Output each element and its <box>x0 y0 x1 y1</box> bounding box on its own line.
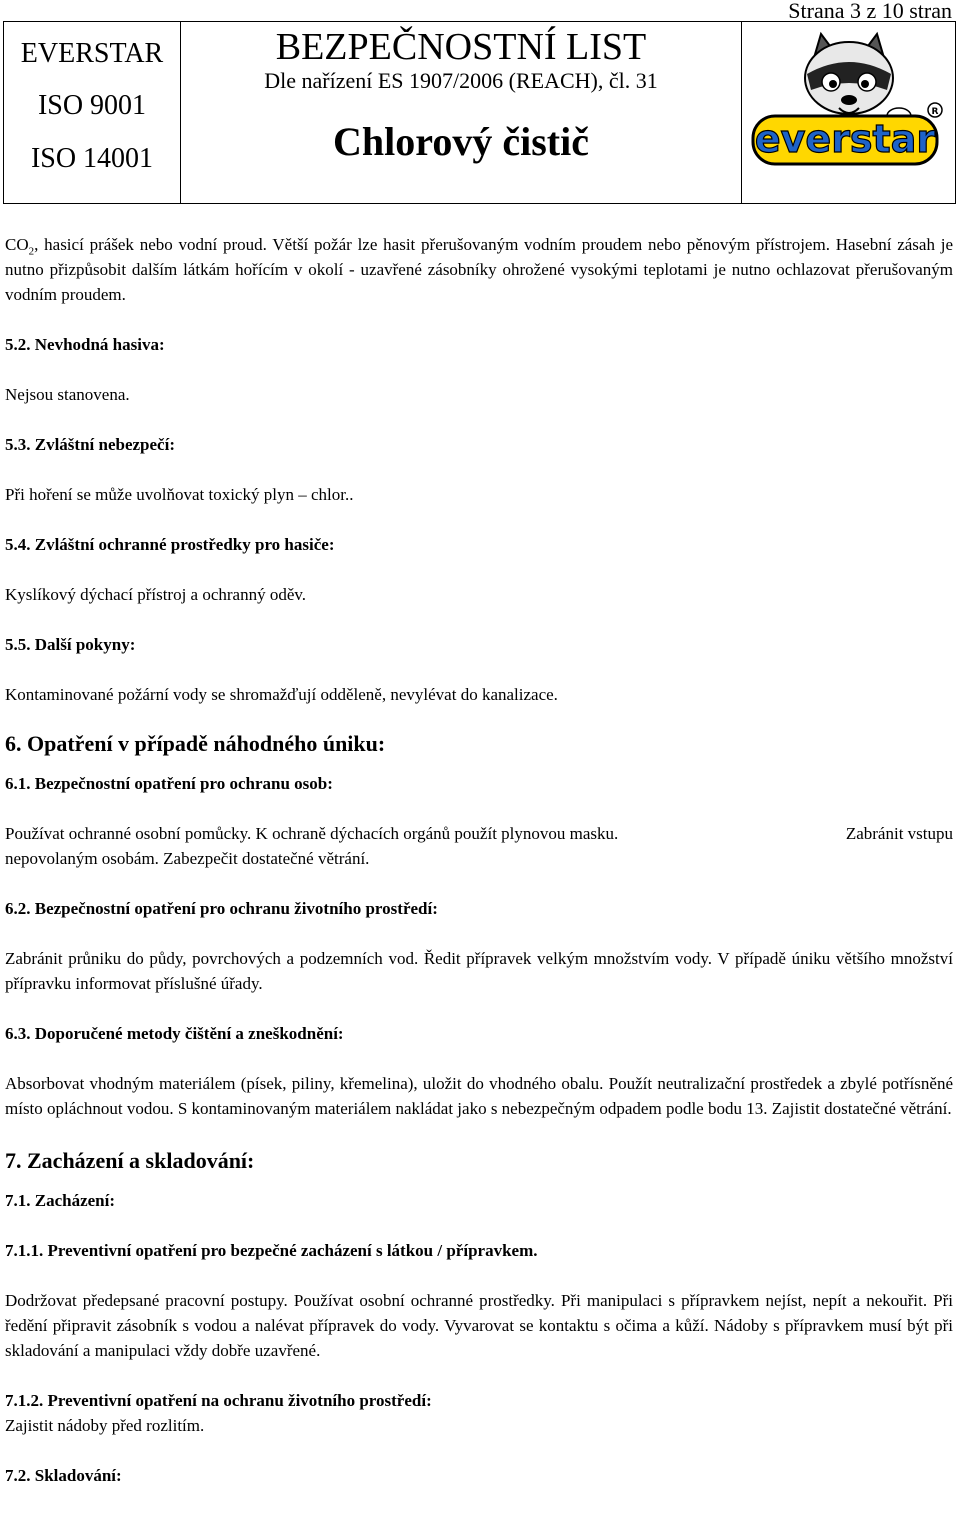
document-body <box>5 232 953 1488</box>
logo-cell <box>742 22 956 204</box>
regulation-text: Dle nařízení ES 1907/2006 (REACH), čl. 31 <box>264 67 658 93</box>
heading-5-4: 5.4. Zvláštní ochranné prostředky pro hasiče: <box>5 535 335 554</box>
title-cell <box>181 22 742 204</box>
raccoon-mascot-icon <box>805 34 911 124</box>
text-6-2: Zabránit průniku do půdy, povrchových a podzemních vod. Ředit přípravek velkým množstvím vody. V případě úniku většího množství přípravku informovat příslušné úřady. <box>5 949 953 993</box>
text-5-3: Při hoření se může uvolňovat toxický plyn – chlor.. <box>5 485 354 504</box>
logo-text: everstar <box>754 117 935 161</box>
text-7-1-2: Zajistit nádoby před rozlitím. <box>5 1416 205 1435</box>
heading-6-3: 6.3. Doporučené metody čištění a zneškodnění: <box>5 1024 344 1043</box>
section-5-text: , hasicí prášek nebo vodní proud. Větší požár lze hasit přerušovaným vodním proudem nebo pěnovým přístrojem. Hasební zásah je nutno přizpůsobit dalším látkám hořícím v okolí - uzavřené zásobníky ohrožené vysokými teplotami je nutno ochlazovat přerušovaným vodním proudem. <box>5 235 953 304</box>
product-name: Chlorový čistič <box>333 118 589 164</box>
text-6-1-b: Zabránit vstupu <box>845 824 953 843</box>
text-5-5: Kontaminované požární vody se shromažďují odděleně, nevylévat do kanalizace. <box>5 685 558 704</box>
document-title: BEZPEČNOSTNÍ LIST <box>275 26 647 68</box>
text-6-1-line2: nepovolaným osobám. Zabezpečit dostatečné větrání. <box>5 849 370 868</box>
company-name: EVERSTAR <box>20 38 164 69</box>
heading-5-2: 5.2. Nevhodná hasiva: <box>5 335 165 354</box>
heading-5-5: 5.5. Další pokyny: <box>5 635 136 654</box>
heading-7-1-2: 7.1.2. Preventivní opatření na ochranu životního prostředí: <box>5 1391 432 1410</box>
heading-7-1-1: 7.1.1. Preventivní opatření pro bezpečné zacházení s látkou / přípravkem. <box>5 1241 538 1260</box>
heading-6-1: 6.1. Bezpečnostní opatření pro ochranu osob: <box>5 774 333 793</box>
text-6-1-line1 <box>5 821 953 846</box>
text-6-1-a: Používat ochranné osobní pomůcky. K ochraně dýchacích orgánů použít plynovou masku. <box>5 824 619 843</box>
heading-6: 6. Opatření v případě náhodného úniku: <box>5 731 386 756</box>
heading-5-3: 5.3. Zvláštní nebezpečí: <box>5 435 175 454</box>
heading-7-1: 7.1. Zacházení: <box>5 1191 116 1210</box>
section-5-continuation <box>5 232 953 307</box>
text-7-1-1: Dodržovat předepsané pracovní postupy. Používat osobní ochranné prostředky. Při manipulaci s přípravkem nejíst, nepít a nekouřit. Při ředění připravit zásobník s vodou a nalévat přípravek do vody. Vyvarovat se kontaktu s očima a kůží. Nádoby s přípravkem musí být při skladování a manipulaci vždy dobře uzavřené. <box>5 1291 953 1360</box>
everstar-logo <box>749 28 949 193</box>
text-6-3: Absorbovat vhodným materiálem (písek, piliny, křemelina), uložit do vhodného obalu. Použít neutralizační prostředek a zbylé potřísněné místo opláchnout vodou. S kontaminovaným materiálem nakládat jako s nebezpečným odpadem podle bodu 13. Zajistit dostatečné větrání. <box>5 1074 953 1118</box>
co2-subscript: 2 <box>28 245 35 258</box>
registered-mark: R <box>931 107 938 117</box>
page-number: Strana 3 z 10 stran <box>788 0 952 23</box>
company-cell <box>4 22 181 204</box>
iso-9001: ISO 9001 <box>37 90 147 121</box>
text-5-4: Kyslíkový dýchací přístroj a ochranný oděv. <box>5 585 307 604</box>
text-5-2: Nejsou stanovena. <box>5 385 130 404</box>
document-header <box>3 21 956 204</box>
heading-6-2: 6.2. Bezpečnostní opatření pro ochranu životního prostředí: <box>5 899 438 918</box>
heading-7: 7. Zacházení a skladování: <box>5 1148 255 1173</box>
co2-text: CO <box>5 235 29 254</box>
heading-7-2: 7.2. Skladování: <box>5 1466 122 1485</box>
iso-14001: ISO 14001 <box>30 143 154 174</box>
